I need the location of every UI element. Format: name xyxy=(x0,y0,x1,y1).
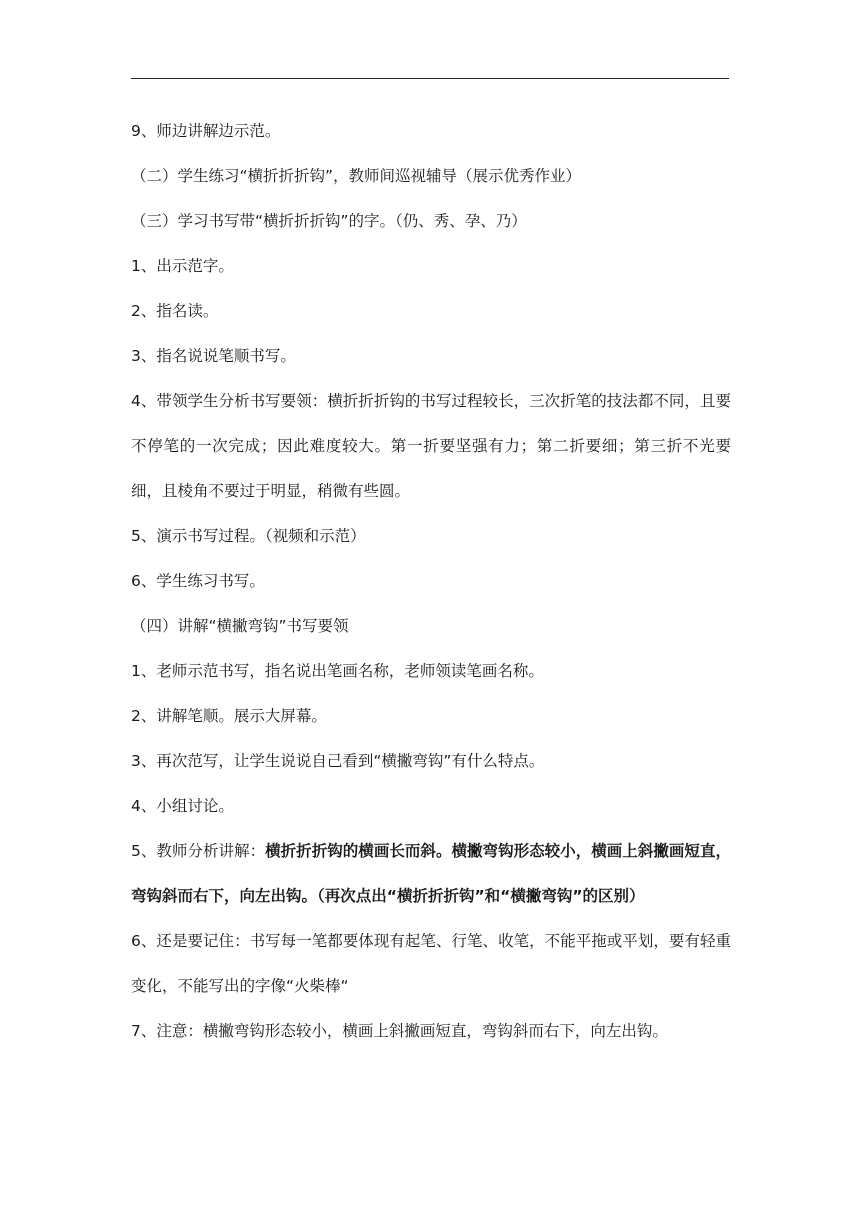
item-5b-paragraph xyxy=(131,829,731,919)
item-3b-line: 3、再次范写，让学生说说自己看到“横撇弯钩”有什么特点。 xyxy=(131,752,545,770)
item-6b-paragraph: 6、还是要记住：书写每一笔都要体现有起笔、行笔、收笔，不能平拖或平划，要有轻重变化，不能写出的字像“火柴棒“ xyxy=(131,932,731,995)
item-4-paragraph: 4、带领学生分析书写要领：横折折折钩的书写过程较长，三次折笔的技法都不同，且要不停笔的一次完成；因此难度较大。第一折要坚强有力；第二折要细；第三折不光要细，且棱角不要过于明显，稍微有些圆。 xyxy=(131,392,731,500)
item-7b-line: 7、注意：横撇弯钩形态较小，横画上斜撇画短直，弯钩斜而右下，向左出钩。 xyxy=(131,1022,668,1040)
item-5b-prefix: 5、教师分析讲解： xyxy=(131,842,266,860)
document-body xyxy=(131,109,731,1054)
section-3-heading: （三）学习书写带“横折折折钩”的字。（仍、秀、孕、乃） xyxy=(131,212,527,230)
header-rule xyxy=(131,78,729,79)
item-6-line: 6、学生练习书写。 xyxy=(131,572,265,590)
item-1b-line: 1、老师示范书写，指名说出笔画名称，老师领读笔画名称。 xyxy=(131,662,544,680)
item-2-line: 2、指名读。 xyxy=(131,302,219,320)
item-1-line: 1、出示范字。 xyxy=(131,257,234,275)
item-4b-line: 4、小组讨论。 xyxy=(131,797,234,815)
item-5-line: 5、演示书写过程。（视频和示范） xyxy=(131,527,366,545)
item-3-line: 3、指名说说笔顺书写。 xyxy=(131,347,296,365)
item-2b-line: 2、讲解笔顺。展示大屏幕。 xyxy=(131,707,327,725)
section-2-heading: （二）学生练习“横折折折钩”，教师间巡视辅导（展示优秀作业） xyxy=(131,167,582,185)
step-9-line: 9、师边讲解边示范。 xyxy=(131,122,281,140)
item-5b-bold-text: 横折折折钩的横画长而斜。横撇弯钩形态较小，横画上斜撇画短直，弯钩斜而右下，向左出钩。（再次点出“横折折折钩”和“横撇弯钩”的区别） xyxy=(131,842,731,905)
section-4-heading: （四）讲解“横撇弯钩”书写要领 xyxy=(131,617,349,635)
